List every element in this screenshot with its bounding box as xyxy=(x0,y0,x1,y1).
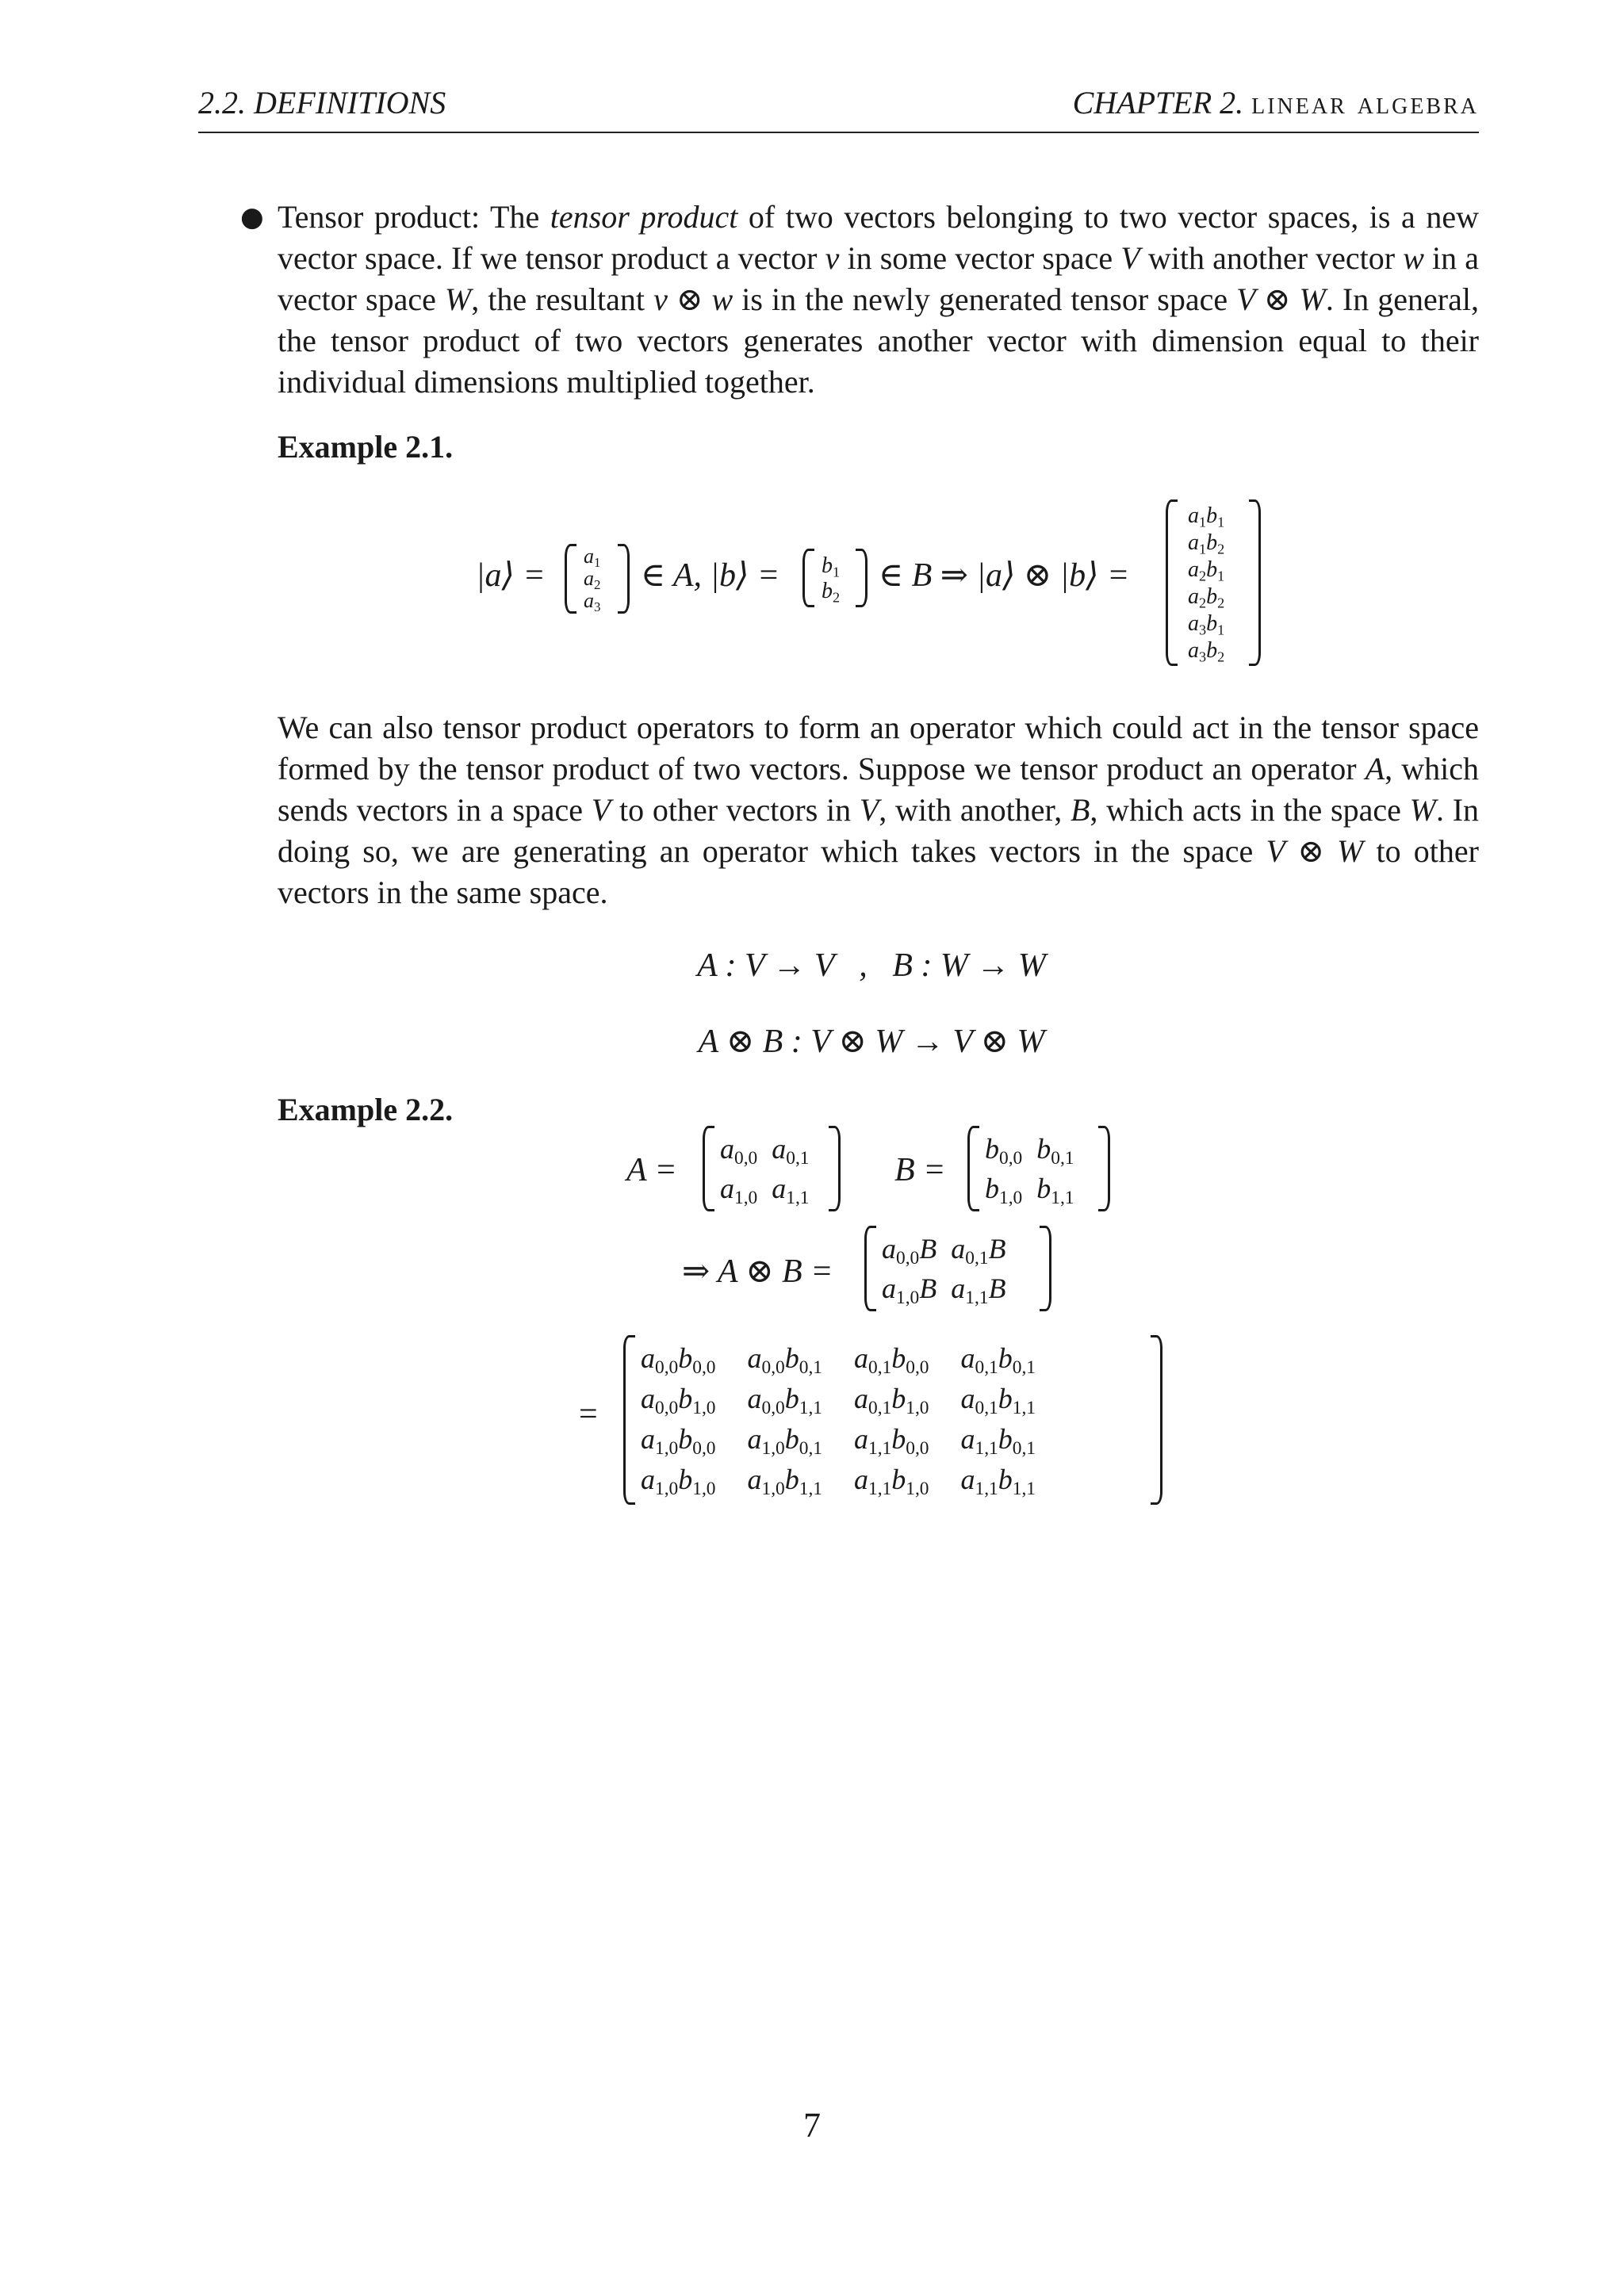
matrix-A-entry: $a_{1,0}$ xyxy=(720,1173,758,1209)
vector-ab-entry: $a_3b_2$ xyxy=(1188,638,1225,665)
matrix-A-label: A = xyxy=(626,1152,677,1188)
matrix-B-label: B = xyxy=(894,1152,946,1188)
matrix-B-entry: $b_{0,0}$ xyxy=(985,1133,1023,1169)
bullet-label: Tensor product: xyxy=(278,199,481,235)
running-header-section: 2.2. DEFINITIONS xyxy=(198,85,446,121)
expanded-entry: $a_{0,0}b_{1,1}$ xyxy=(747,1383,822,1419)
matrix-AxB-block-entry: $a_{1,0}B$ xyxy=(882,1272,937,1309)
matrix-A-entry: $a_{0,1}$ xyxy=(772,1133,810,1169)
running-header-chapter xyxy=(1073,87,1479,119)
tensor-product-paragraph: Tensor product: The tensor product of two vectors belonging to two vector spaces, is a new vector space. If we tensor product a vector v in some vector space V with another vector w in a vector space W, the resultant v ⊗ w is in the newly generated tensor space V ⊗ W. In general, the tensor product of two vectors generates another vector with dimension equal to their individual dimensions multiplied together. xyxy=(278,199,1479,400)
matrix-AxB-block-entry: $a_{0,0}B$ xyxy=(882,1233,937,1269)
matrix-AxB-block-entry: $a_{1,1}B$ xyxy=(951,1272,1006,1309)
expanded-entry: $a_{0,0}b_{0,0}$ xyxy=(641,1342,716,1379)
vector-b-entry: $b_2$ xyxy=(822,579,841,606)
ket-a-label: |a⟩ = xyxy=(476,557,546,594)
expanded-entry: $a_{1,1}b_{0,0}$ xyxy=(854,1423,929,1460)
expanded-entry: $a_{0,1}b_{0,0}$ xyxy=(854,1342,929,1379)
example-2-2-title: Example 2.2. xyxy=(278,1092,454,1127)
vector-a-entry: $a_2$ xyxy=(584,567,601,593)
expanded-entry: $a_{0,0}b_{0,1}$ xyxy=(747,1342,822,1379)
matrix-B xyxy=(967,1126,1110,1211)
page-number: 7 xyxy=(803,2106,821,2145)
matrix-AxB-expanded xyxy=(623,1335,1162,1505)
final-equals: = xyxy=(579,1396,598,1433)
matrix-AxB-block xyxy=(864,1226,1051,1311)
operator-maps-line2: A ⊗ B : V ⊗ W → V ⊗ W xyxy=(698,1024,1045,1060)
matrix-B-entry: $b_{1,1}$ xyxy=(1036,1173,1074,1209)
matrix-B-entry: $b_{0,1}$ xyxy=(1036,1133,1074,1169)
chapter-prefix: CHAPTER 2. xyxy=(1072,85,1244,121)
expanded-entry: $a_{1,1}b_{1,1}$ xyxy=(960,1464,1036,1500)
header-rule xyxy=(198,132,1479,133)
expanded-entry: $a_{0,1}b_{1,0}$ xyxy=(854,1383,929,1419)
vector-ab xyxy=(1166,499,1261,666)
vector-ab-entry: $a_1b_1$ xyxy=(1188,503,1225,530)
vector-ab-entry: $a_2b_2$ xyxy=(1188,584,1225,611)
expanded-entry: $a_{1,1}b_{0,1}$ xyxy=(960,1423,1036,1460)
in-A-ket-b: ∈ A, |b⟩ = xyxy=(641,557,780,594)
implies-AxB-label: ⇒ A ⊗ B = xyxy=(682,1253,833,1290)
vector-b xyxy=(802,549,868,607)
matrix-AxB-block-entry: $a_{0,1}B$ xyxy=(951,1233,1006,1269)
vector-a xyxy=(565,544,630,614)
operator-tensor-paragraph: We can also tensor product operators to form an operator which could act in the tensor space formed by the tensor product of two vectors. Suppose we tensor product an operator A, which sends vectors in a space V to other vectors in V, with another, B, which acts in the space W. In doing so, we are generating an operator which takes vectors in the space V ⊗ W to other vectors in the same space. xyxy=(278,710,1480,910)
expanded-entry: $a_{1,0}b_{0,1}$ xyxy=(747,1423,822,1460)
vector-ab-entry: $a_1b_2$ xyxy=(1188,530,1225,557)
expanded-entry: $a_{1,0}b_{1,1}$ xyxy=(747,1464,822,1500)
expanded-entry: $a_{0,0}b_{1,0}$ xyxy=(641,1383,716,1419)
matrix-A xyxy=(703,1126,841,1211)
vector-a-entry: $a_3$ xyxy=(584,589,601,615)
matrix-A-entry: $a_{0,0}$ xyxy=(720,1133,758,1169)
matrix-B-entry: $b_{1,0}$ xyxy=(985,1173,1023,1209)
expanded-entry: $a_{1,0}b_{1,0}$ xyxy=(641,1464,716,1500)
in-B-implies: ∈ B ⇒ |a⟩ ⊗ |b⟩ = xyxy=(879,557,1130,594)
expanded-entry: $a_{0,1}b_{0,1}$ xyxy=(960,1342,1036,1379)
expanded-entry: $a_{1,1}b_{1,0}$ xyxy=(854,1464,929,1500)
vector-a-entry: $a_1$ xyxy=(584,545,601,571)
bullet-icon: ● xyxy=(240,201,264,233)
vector-ab-entry: $a_2b_1$ xyxy=(1188,557,1225,584)
expanded-entry: $a_{0,1}b_{1,1}$ xyxy=(960,1383,1036,1419)
example-2-1-title: Example 2.1. xyxy=(278,429,454,465)
matrix-A-entry: $a_{1,1}$ xyxy=(772,1173,810,1209)
operator-maps-line1: A : V → V , B : W → W xyxy=(697,947,1046,984)
vector-b-entry: $b_1$ xyxy=(822,553,841,580)
vector-ab-entry: $a_3b_1$ xyxy=(1188,611,1225,638)
expanded-entry: $a_{1,0}b_{0,0}$ xyxy=(641,1423,716,1460)
chapter-title: linear algebra xyxy=(1251,85,1479,121)
